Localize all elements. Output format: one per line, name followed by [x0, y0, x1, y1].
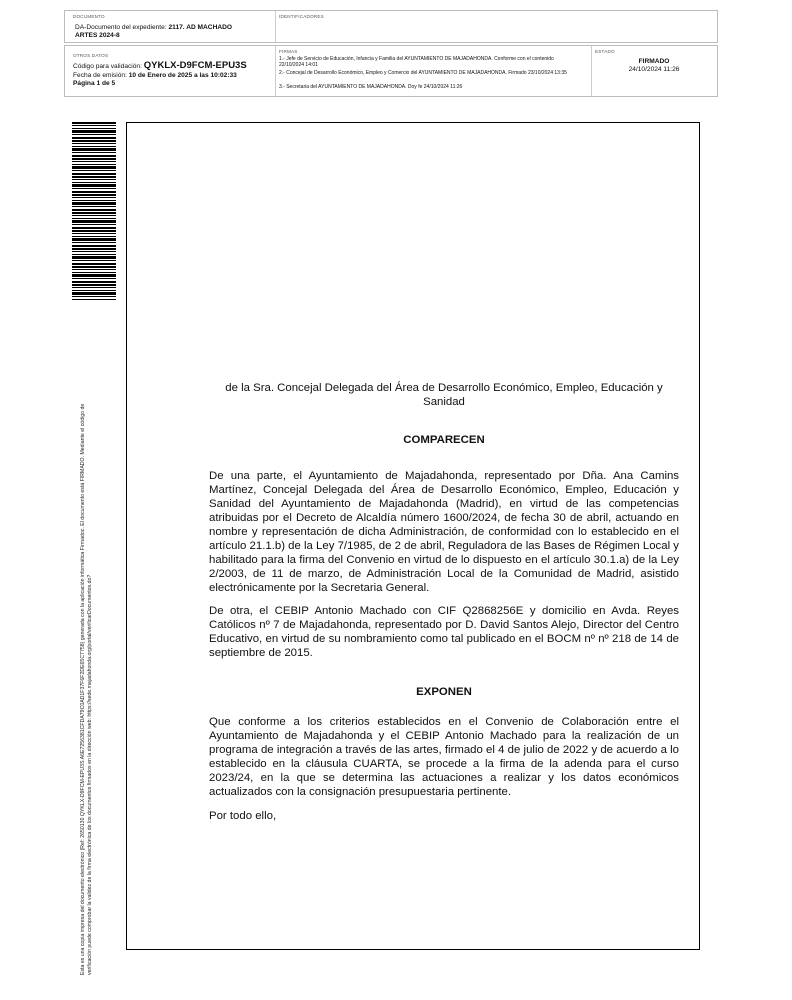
verification-side-text: Esta es una copia impresa del documento electrónico (Ref: 2650130 QYKLX-D9FCM-EPU3S A6E7256381CFDA79C0AD1F37F6F2DE65C7758) generada con la aplicación informática Firmadoc. El documento está FIRMADO. Mediante el código de verificación puede comprobar la validez de la firma electrónica de los documentos firmados en la dirección web: https://sede.majadahonda.org/portal/verificarDocumentos.do?: [80, 403, 93, 975]
paragraph-comparecen-1: De una parte, el Ayuntamiento de Majadahonda, representado por Dña. Ana Camins Martínez, Concejal Delegada del Área de Desarrollo Económico, Empleo, Educación y Sanidad del Ayuntamiento de Majadahonda (Madrid), en virtud de las competencias atribuidas por el Decreto de Alcaldía número 1600/2024, de fecha 30 de abril, actuando en nombre y representación de dicha Administración, de conformidad con lo establecido en el artículo 21.1.b) de la Ley 7/1985, de 2 de abril, Reguladora de las Bases de Régimen Local y habilitado para la firma del Convenio en virtud de lo dispuesto en el artículo 30.1.a) de la Ley 2/2003, de 11 de marzo, de Administración Local de la Comunidad de Madrid, asistido electrónicamente por la Secretaria General.: [209, 470, 679, 594]
firma-3: 3.- Secretaria del AYUNTAMIENTO DE MAJADAHONDA. Doy fe 24/10/2024 11:26: [279, 84, 463, 90]
estado-value: FIRMADO: [638, 58, 670, 65]
paragraph-exponen: Que conforme a los criterios establecidos en el Convenio de Colaboración entre el Ayuntamiento de Majadahonda y el CEBIP Antonio Machado para la realización de un programa de integración a través de las artes, firmado el 4 de julio de 2022 y de acuerdo a lo establecido en la cláusula CUARTA, se procede a la firma de la adenda para el curso 2023/24, en la que se determina las actuaciones a realizar y los datos económicos actualizados con la consignación presupuestaria pertinente.: [209, 716, 679, 798]
divider: [275, 11, 276, 42]
documento-label: DOCUMENTO: [73, 14, 105, 19]
heading-comparecen: COMPARECEN: [403, 434, 485, 446]
identificadores-label: IDENTIFICADORES: [279, 14, 324, 19]
pagina: Página 1 de 5: [73, 80, 116, 87]
closing-text: Por todo ello,: [209, 810, 277, 822]
barcode: [72, 122, 116, 300]
firmas-label: FIRMAS: [279, 49, 298, 54]
paragraph-comparecen-2: De otra, el CEBIP Antonio Machado con CIF Q2868256E y domicilio en Avda. Reyes Católicos nº 7 de Majadahonda, representado por D. David Santos Alejo, Director del Centro Educativo, en virtud de su nombramiento como tal publicado en el BOCM nº nº 218 de 14 de septiembre de 2015.: [209, 605, 679, 659]
codigo-validacion: Código para validación: QYKLX-D9FCM-EPU3S: [73, 60, 247, 71]
divider: [275, 46, 276, 96]
estado-label: ESTADO: [595, 49, 615, 54]
fecha-emision: Fecha de emisión: 10 de Enero de 2025 a las 10:02:33: [73, 72, 237, 79]
firma-1: 1.- Jefe de Servicio de Educación, Infancia y Familia del AYUNTAMIENTO DE MAJADAHONDA. Conforme con el contenido 22/10/2024 14:01: [279, 56, 554, 68]
estado-date: 24/10/2024 11:26: [628, 66, 680, 73]
header-document-box: [64, 10, 718, 43]
otros-datos-label: OTROS DATOS: [73, 53, 109, 58]
heading-exponen: EXPONEN: [416, 686, 472, 698]
intro-text: de la Sra. Concejal Delegada del Área de Desarrollo Económico, Empleo, Educación y Sanidad: [225, 382, 663, 408]
documento-title: DA-Documento del expediente: 2117. AD MACHADO ARTES 2024-8: [75, 24, 232, 39]
header-signatures-box: [64, 45, 718, 97]
firma-2: 2.- Concejal de Desarrollo Económico, Empleo y Comercio del AYUNTAMIENTO DE MAJADAHONDA. Firmado 23/10/2024 13:35: [279, 70, 567, 76]
divider: [591, 46, 592, 96]
